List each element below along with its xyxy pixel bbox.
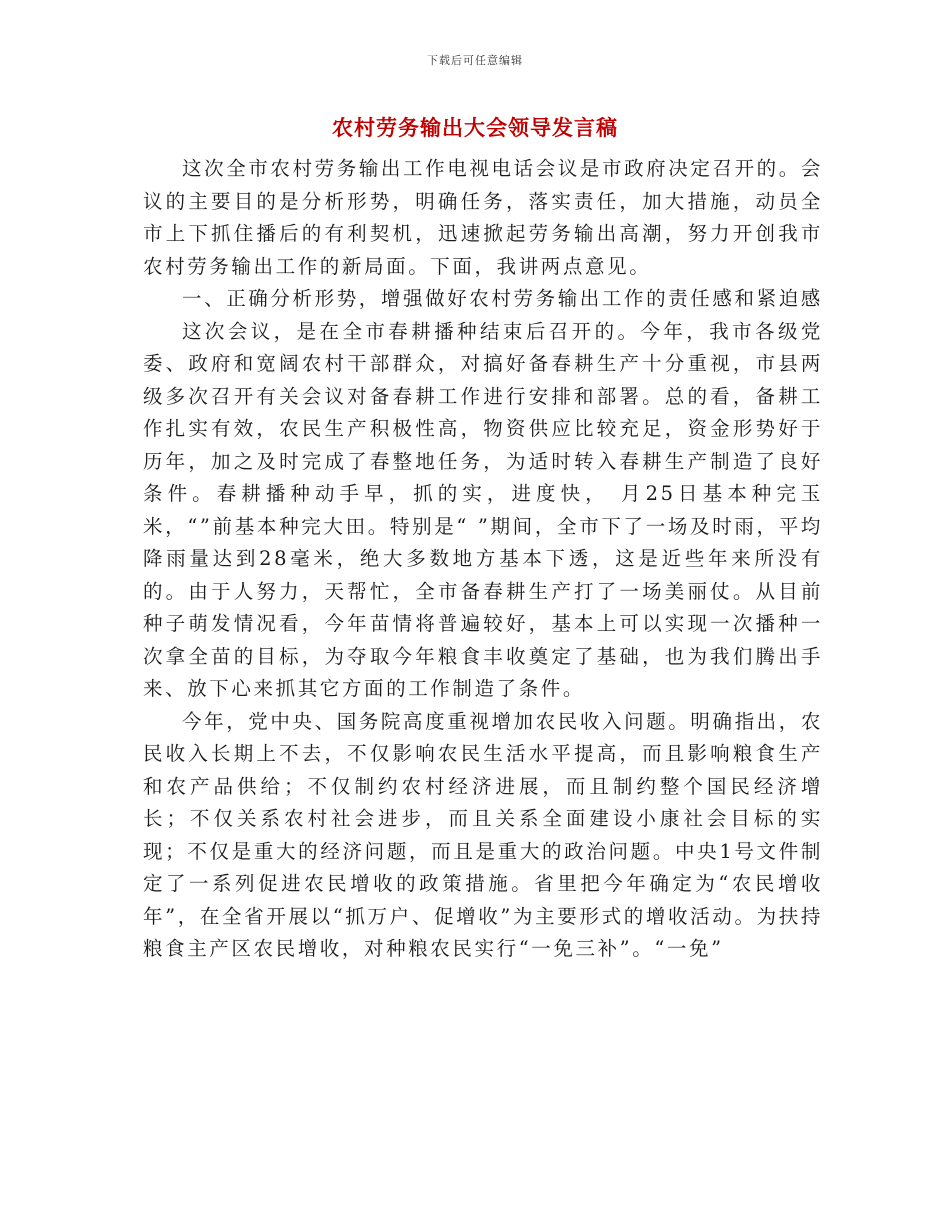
header-note: 下载后可任意编辑 [427,54,523,67]
document-title: 农村劳务输出大会领导发言稿 [332,115,618,140]
paragraph-farmer-income: 今年，党中央、国务院高度重视增加农民收入问题。明确指出，农民收入长期上不去，不仅影响农民生活水平提高，而且影响粮食生产和农产品供给；不仅制约农村经济进展，而且制约整个国民经济增长；不仅关系农村社会进步，而且关系全面建设小康社会目标的实现；不仅是重大的经济问题，而且是重大的政治问题。中央1号文件制定了一系列促进农民增收的政策措施。省里把今年确定为“农民增收年”，在全省开展以“抓万户、促增收”为主要形式的增收活动。为扶持粮食主产区农民增收，对种粮农民实行“一免三补”。“一免” [143,709,823,960]
document-body [143,153,823,966]
paragraph-spring-planting: 这次会议，是在全市春耕播种结束后召开的。今年，我市各级党委、政府和宽阔农村干部群众，对搞好备春耕生产十分重视，市县两级多次召开有关会议对备春耕工作进行安排和部署。总的看，备耕工作扎实有效，农民生产积极性高，物资供应比较充足，资金形势好于历年，加之及时完成了春整地任务，为适时转入春耕生产制造了良好条件。春耕播种动手早，抓的实，进度快， 月25日基本种完玉米，“”前基本种完大田。特别是“ ”期间，全市下了一场及时雨，平均降雨量达到28毫米，绝大多数地方基本下透，这是近些年来所没有的。由于人努力，天帮忙，全市备春耕生产打了一场美丽仗。从目前种子萌发情况看，今年苗情将普遍较好，基本上可以实现一次播种一次拿全苗的目标，为夺取今年粮食丰收奠定了基础，也为我们腾出手来、放下心来抓其它方面的工作制造了条件。 [143,319,823,700]
paragraph-intro: 这次全市农村劳务输出工作电视电话会议是市政府决定召开的。会议的主要目的是分析形势，明确任务，落实责任，加大措施，动员全市上下抓住播后的有利契机，迅速掀起劳务输出高潮，努力开创我市农村劳务输出工作的新局面。下面，我讲两点意见。 [143,157,823,278]
section-heading-1: 一、正确分析形势，增强做好农村劳务输出工作的责任感和紧迫感 [182,287,823,310]
